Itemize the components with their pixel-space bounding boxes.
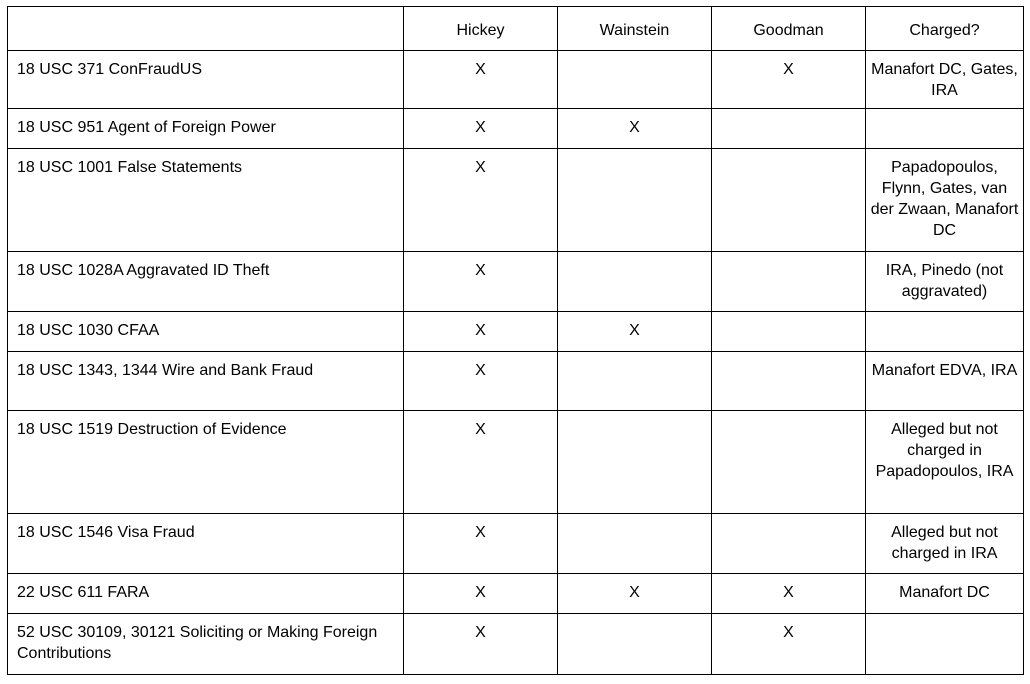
- hickey-cell: X: [404, 352, 558, 411]
- header-row: [8, 7, 1024, 51]
- charged-cell: [866, 614, 1024, 675]
- header-goodman: Goodman: [712, 7, 866, 51]
- header-hickey: Hickey: [404, 7, 558, 51]
- goodman-cell: [712, 411, 866, 514]
- table-row: [8, 411, 1024, 514]
- goodman-cell: X: [712, 574, 866, 614]
- hickey-cell: X: [404, 614, 558, 675]
- wainstein-cell: [558, 514, 712, 574]
- table-row: [8, 51, 1024, 109]
- wainstein-cell: [558, 411, 712, 514]
- table-row: [8, 252, 1024, 312]
- header-statute: [8, 7, 404, 51]
- statute-cell: 52 USC 30109, 30121 Soliciting or Making Foreign Contributions: [8, 614, 404, 675]
- goodman-cell: [712, 149, 866, 252]
- statute-cell: 18 USC 1030 CFAA: [8, 312, 404, 352]
- goodman-cell: [712, 312, 866, 352]
- header-wainstein: Wainstein: [558, 7, 712, 51]
- charged-cell: IRA, Pinedo (not aggravated): [866, 252, 1024, 312]
- header-charged: Charged?: [866, 7, 1024, 51]
- charged-cell: Alleged but not charged in Papadopoulos, IRA: [866, 411, 1024, 514]
- goodman-cell: [712, 252, 866, 312]
- table-row: [8, 109, 1024, 149]
- wainstein-cell: [558, 149, 712, 252]
- table-row: [8, 352, 1024, 411]
- statute-cell: 18 USC 1343, 1344 Wire and Bank Fraud: [8, 352, 404, 411]
- statute-cell: 18 USC 1519 Destruction of Evidence: [8, 411, 404, 514]
- charged-cell: Manafort DC, Gates, IRA: [866, 51, 1024, 109]
- charged-cell: [866, 312, 1024, 352]
- hickey-cell: X: [404, 411, 558, 514]
- table-row: [8, 312, 1024, 352]
- goodman-cell: X: [712, 614, 866, 675]
- wainstein-cell: [558, 252, 712, 312]
- statute-cell: 18 USC 1546 Visa Fraud: [8, 514, 404, 574]
- table-row: [8, 514, 1024, 574]
- hickey-cell: X: [404, 252, 558, 312]
- hickey-cell: X: [404, 149, 558, 252]
- wainstein-cell: X: [558, 312, 712, 352]
- wainstein-cell: [558, 51, 712, 109]
- table-row: [8, 574, 1024, 614]
- hickey-cell: X: [404, 574, 558, 614]
- statute-cell: 22 USC 611 FARA: [8, 574, 404, 614]
- statute-cell: 18 USC 951 Agent of Foreign Power: [8, 109, 404, 149]
- charged-cell: Manafort DC: [866, 574, 1024, 614]
- charged-cell: Alleged but not charged in IRA: [866, 514, 1024, 574]
- goodman-cell: [712, 109, 866, 149]
- statute-cell: 18 USC 1028A Aggravated ID Theft: [8, 252, 404, 312]
- charged-cell: Manafort EDVA, IRA: [866, 352, 1024, 411]
- hickey-cell: X: [404, 312, 558, 352]
- charged-cell: Papadopoulos, Flynn, Gates, van der Zwaan, Manafort DC: [866, 149, 1024, 252]
- hickey-cell: X: [404, 51, 558, 109]
- wainstein-cell: X: [558, 574, 712, 614]
- goodman-cell: [712, 514, 866, 574]
- charged-cell: [866, 109, 1024, 149]
- wainstein-cell: X: [558, 109, 712, 149]
- goodman-cell: [712, 352, 866, 411]
- hickey-cell: X: [404, 109, 558, 149]
- statute-comparison-table: [7, 6, 1024, 675]
- statute-cell: 18 USC 371 ConFraudUS: [8, 51, 404, 109]
- goodman-cell: X: [712, 51, 866, 109]
- wainstein-cell: [558, 352, 712, 411]
- table-row: [8, 614, 1024, 675]
- statute-cell: 18 USC 1001 False Statements: [8, 149, 404, 252]
- hickey-cell: X: [404, 514, 558, 574]
- wainstein-cell: [558, 614, 712, 675]
- table-row: [8, 149, 1024, 252]
